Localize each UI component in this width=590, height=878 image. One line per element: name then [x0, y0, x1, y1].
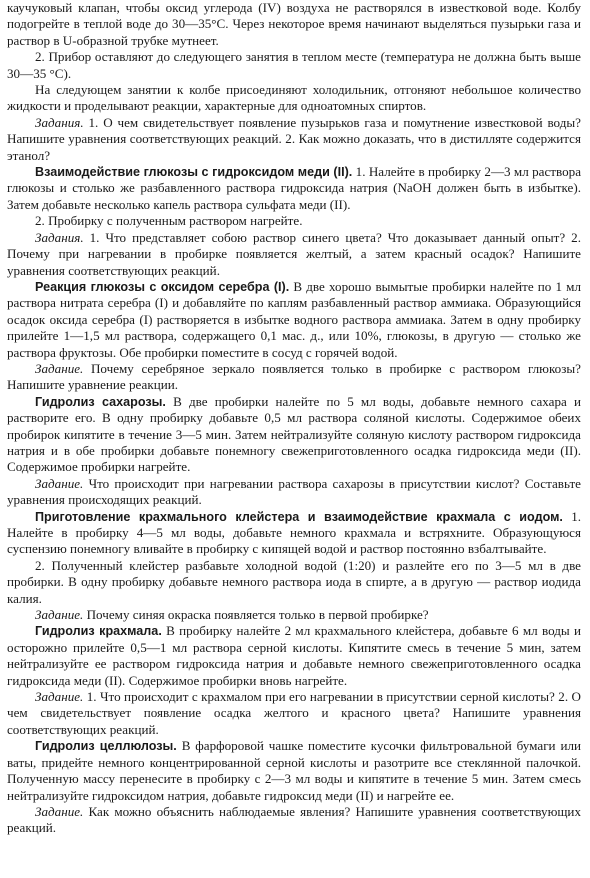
section-heading: Приготовление крахмального клейстера и взаимодействие крахмала с иодом. — [35, 509, 563, 524]
paragraph-text: В фарфоровой чашке поместите кусочки фильтровальной бумаги или ваты, придейте немного концентрированной серной кислоты и разотрите все стеклянной палочкой. Полученную массу перенесите в пробирку с 2—3 мл воды и кипятите в течение 5 мин. Затем смесь нейтрализуйте гидроксидом натрия, добавьте гидроксид меди (II) и нагрейте ее. — [7, 738, 581, 803]
paragraph-text: В пробирку налейте 2 мл крахмального клейстера, добавьте 6 мл воды и осторожно прилейте 0,5—1 мл раствора серной кислоты. Кипятите смесь в течение 5 мин, затем нейтрализуйте ее раствором гидроксида натрия и добавьте немного свежеприготовленного осадка гидроксида меди (II). Содержимое пробирки вновь нагрейте. — [7, 623, 582, 688]
paragraph-text: 2. Прибор оставляют до следующего занятия в теплом месте (температура не должна быть выше 30—35 °С). — [7, 49, 581, 81]
task-label: Задание. — [35, 607, 84, 623]
paragraph-text: В две пробирки налейте по 5 мл воды, добавьте немного сахара и растворите его. В одну пробирку добавьте 0,5 мл раствора соляной кислоты. Содержимое обеих пробирок кипятите в течение 3—5 мин. Затем нейтрализуйте соляную кислоту раствором гидроксида натрия и в обе пробирки добавьте понемногу свежеприготовленного осадка гидроксида меди (II). Содержимое пробирки нагрейте. — [7, 393, 581, 475]
paragraph — [7, 361, 581, 394]
paragraph — [7, 0, 581, 49]
paragraph — [7, 804, 581, 837]
section-heading: Гидролиз крахмала. — [35, 624, 162, 639]
paragraph-text: 1. Что представляет собою раствор синего цвета? Что доказывает данный опыт? 2. Почему при нагревании в пробирке появляется желтый, а затем красный осадок? Напишите уравнения соответствующих реакций. — [7, 229, 581, 278]
paragraph-text: 1. Налейте в пробирку 4—5 мл воды, добавьте немного крахмала и встряхните. Образующуюся суспензию понемногу вливайте в пробирку с кипящей водой и раствор постоянно взбалтывайте. — [7, 508, 582, 557]
paragraph — [7, 213, 581, 229]
task-label: Задание. — [35, 803, 84, 819]
task-label: Задания. — [35, 229, 84, 245]
paragraph-text: Почему синяя окраска появляется только в первой пробирке? — [83, 607, 429, 623]
section-heading: Взаимодействие глюкозы с гидроксидом меди (II). — [35, 165, 353, 180]
paragraph-text: 2. Пробирку с полученным раствором нагрейте. — [35, 213, 303, 229]
paragraph-text: 1. О чем свидетельствует появление пузырьков газа и помутнение известковой воды? Напишите уравнения соответствующих реакций. 2. Как можно доказать, что в дистилляте содержится этанол? — [7, 114, 581, 163]
paragraph-text: В две хорошо вымытые пробирки налейте по 1 мл раствора нитрата серебра (I) и добавляйте по каплям разбавленный раствор аммиака. Образующийся осадок оксида серебра (I) растворяется в избытке водного раствора аммиака. Затем в одну пробирку прилейте 1—1,5 мл раствора, содержащего 0,1 мас. д., или 10%, глюкозы, в другую — столько же раствора фруктозы. Обе пробирки поместите в сосуд с горячей водой. — [7, 278, 581, 360]
paragraph-text: Что происходит при нагревании раствора сахарозы в присутствии кислот? Составьте уравнения происходящих реакций. — [7, 475, 581, 508]
paragraph — [7, 394, 581, 476]
paragraph — [7, 115, 581, 164]
paragraph — [7, 623, 581, 689]
paragraph-text: 1. Налейте в пробирку 2—3 мл раствора глюкозы и столько же разбавленного раствора гидроксида натрия (NaOH должен быть в избытке). Затем добавьте несколько капель раствора сульфата меди (II). — [7, 164, 582, 212]
paragraph-text: Как можно объяснить наблюдаемые явления? Напишите уравнения соответствующих реакций. — [7, 803, 581, 836]
section-heading: Гидролиз целлюлозы. — [35, 739, 177, 754]
paragraph — [7, 558, 581, 607]
paragraph-text: 1. Что происходит с крахмалом при его нагревании в присутствии серной кислоты? 2. О чем свидетельствует появление осадка желтого и красного цвета? Напишите уравнения соответствующих реакций. — [7, 689, 581, 737]
paragraph — [7, 476, 581, 509]
paragraph — [7, 279, 581, 361]
task-label: Задание. — [35, 360, 84, 376]
paragraph — [7, 49, 581, 82]
paragraph-text: 2. Полученный клейстер разбавьте холодной водой (1:20) и разлейте его по 3—5 мл в две пробирки. В одну пробирку добавьте немного раствора иода в спирте, а в другую — раствор иодида калия. — [7, 557, 581, 606]
task-label: Задание. — [35, 475, 84, 491]
section-heading: Реакция глюкозы с оксидом серебра (I). — [35, 279, 290, 294]
paragraph — [7, 230, 581, 279]
paragraph — [7, 607, 581, 623]
task-label: Задание. — [35, 689, 84, 705]
paragraph — [7, 738, 581, 804]
section-heading: Гидролиз сахарозы. — [35, 394, 166, 409]
paragraph — [7, 509, 581, 558]
paragraph — [7, 164, 581, 213]
task-label: Задания. — [35, 114, 84, 130]
paragraph-text: Почему серебряное зеркало появляется только в пробирке с раствором глюкозы? Напишите уравнение реакции. — [7, 360, 581, 393]
paragraph-text: каучуковый клапан, чтобы оксид углерода (IV) воздуха не растворялся в известковой воде. Колбу подогрейте в теплой воде до 30—35°С. Через некоторое время начинают выделяться пузырьки газа и раствор в U-образной трубке мутнеет. — [7, 0, 581, 48]
paragraph — [7, 82, 581, 115]
paragraph-text: На следующем занятии к колбе присоединяют холодильник, отгоняют небольшое количество жидкости и проделывают реакции, характерные для одноатомных спиртов. — [7, 82, 581, 114]
paragraph — [7, 689, 581, 738]
